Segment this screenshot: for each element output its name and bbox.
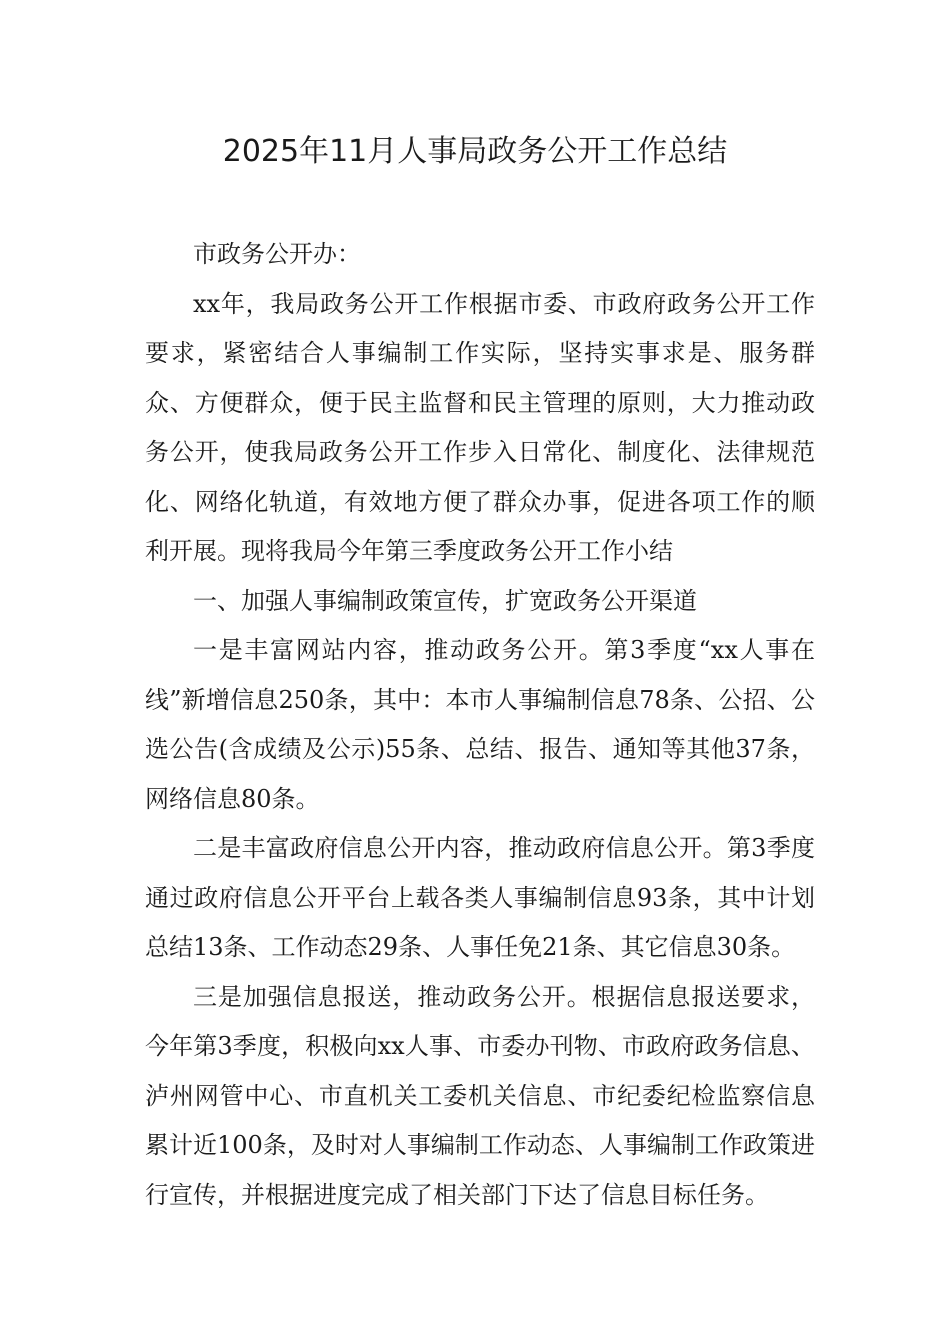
salutation: 市政务公开办： [193, 240, 361, 268]
intro-paragraph: xx年，我局政务公开工作根据市委、市政府政务公开工作要求，紧密结合人事编制工作实际，坚持实事求是、服务群众、方便群众，便于民主监督和民主管理的原则，大力推动政务公开，使我局政务公开工作步入日常化、制度化、法律规范化、网络化轨道，有效地方便了群众办事，促进各项工作的顺利开展。现将我局今年第三季度政务公开工作小结 [145, 289, 815, 565]
section-heading: 一、加强人事编制政策宣传，扩宽政务公开渠道 [193, 586, 697, 615]
paragraph-gov-info: 二是丰富政府信息公开内容，推动政府信息公开。第3季度通过政府信息公开平台上载各类人事编制信息93条，其中计划总结13条、工作动态29条、人事任免21条、其它信息30条。 [145, 834, 815, 961]
paragraph-website: 一是丰富网站内容，推动政务公开。第3季度“xx人事在线”新增信息250条，其中：本市人事编制信息78条、公招、公选公告(含成绩及公示)55条、总结、报告、通知等其他37条，网络信息80条。 [145, 636, 815, 813]
document-title: 2025年11月人事局政务公开工作总结 [222, 134, 728, 169]
document-body [145, 230, 815, 1220]
paragraph-info-reporting: 三是加强信息报送，推动政务公开。根据信息报送要求，今年第3季度，积极向xx人事、市委办刊物、市政府政务信息、泸州网管中心、市直机关工委机关信息、市纪委纪检监察信息累计近100条，及时对人事编制工作动态、人事编制工作政策进行宣传，并根据进度完成了相关部门下达了信息目标任务。 [145, 982, 815, 1209]
